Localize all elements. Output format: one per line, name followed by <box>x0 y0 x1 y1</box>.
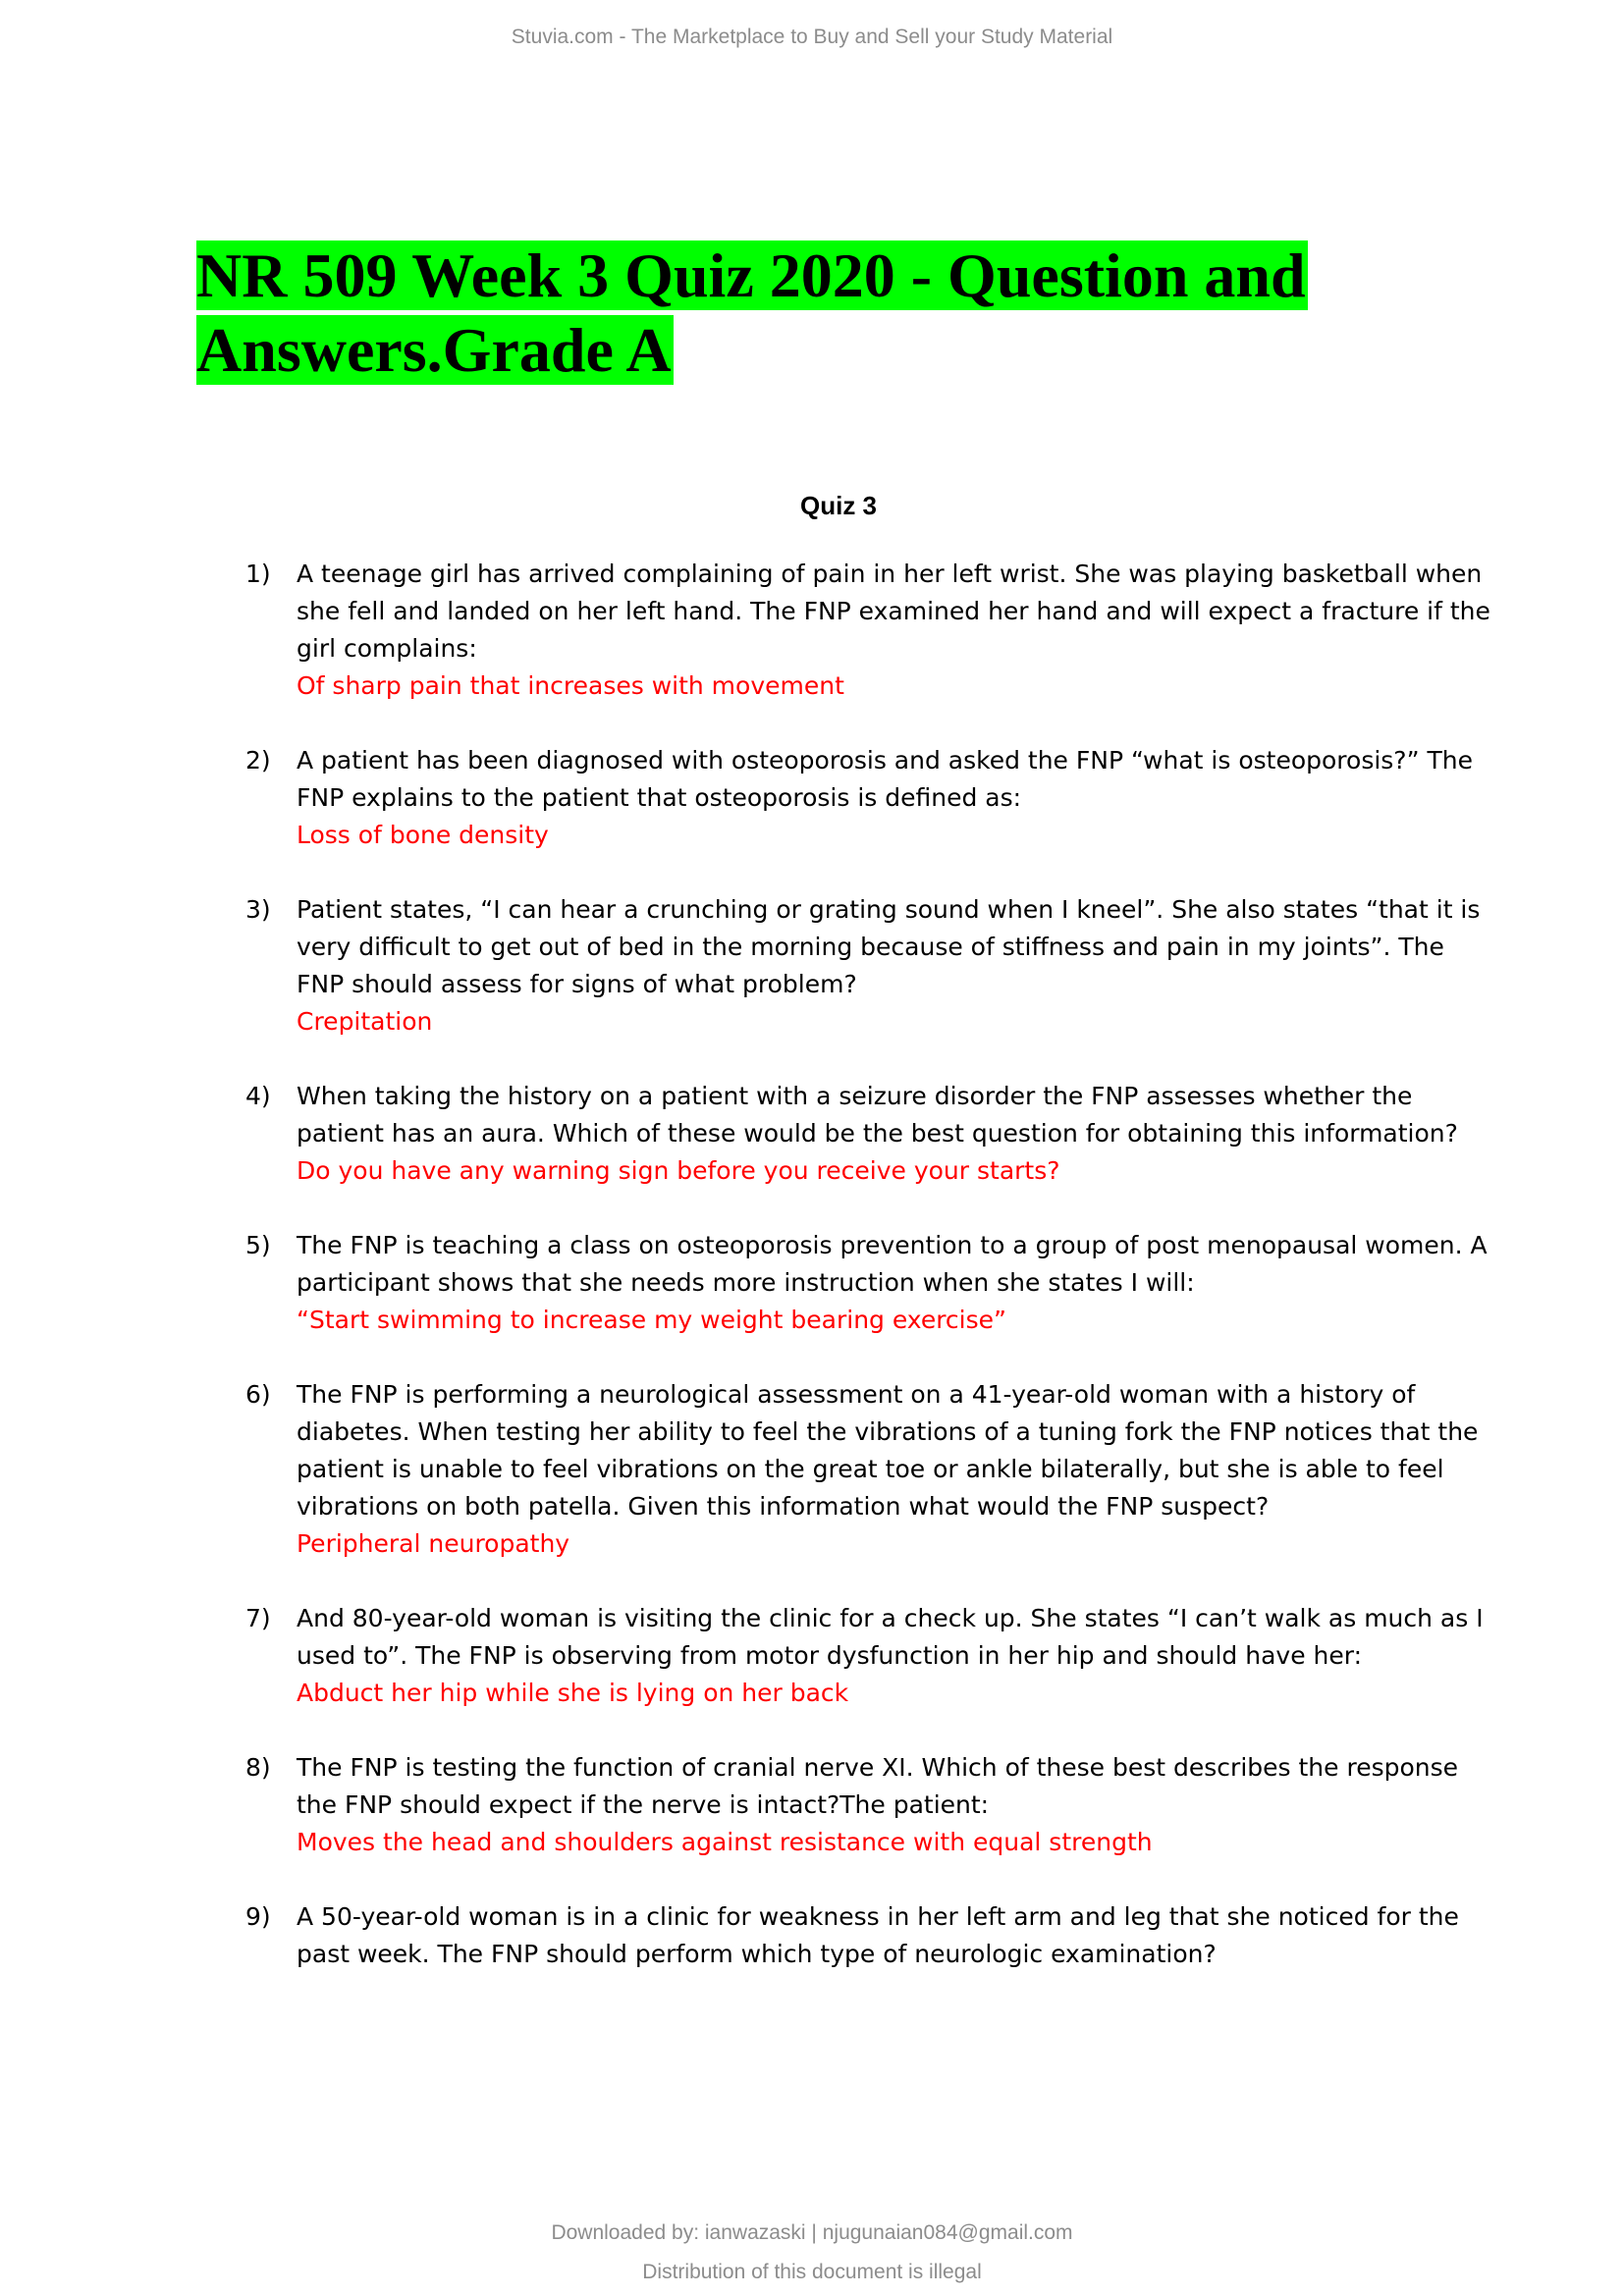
question-item <box>245 1078 1492 1190</box>
question-text: The FNP is testing the function of cranial nerve XI. Which of these best describes the response the FNP should expect if the nerve is intact?The patient: <box>297 1753 1459 1819</box>
question-item <box>245 556 1492 705</box>
question-list <box>245 556 1492 2010</box>
question-item <box>245 1376 1492 1563</box>
answer-text: “Start swimming to increase my weight bearing exercise” <box>297 1306 1006 1334</box>
title-line-1: NR 509 Week 3 Quiz 2020 - Question and <box>196 240 1306 310</box>
quiz-heading: Quiz 3 <box>799 491 877 520</box>
answer-text: Loss of bone density <box>297 821 549 849</box>
question-number: 1) <box>245 560 271 588</box>
question-item <box>245 891 1492 1041</box>
question-text: Patient states, “I can hear a crunching or grating sound when I kneel”. She also states “that it is very difficult to get out of bed in the morning because of stiffness and pain in my joints”. The FNP should assess for signs of what problem? <box>297 895 1481 998</box>
answer-text: Peripheral neuropathy <box>297 1529 570 1558</box>
title-line-2: Answers.Grade A <box>196 315 672 385</box>
answer-text: Of sharp pain that increases with movement <box>297 671 844 700</box>
question-number: 7) <box>245 1604 271 1632</box>
question-item <box>245 1600 1492 1712</box>
document-title <box>196 239 1473 388</box>
question-item <box>245 1898 1492 1973</box>
question-number: 6) <box>245 1380 271 1409</box>
question-item <box>245 1227 1492 1339</box>
question-item <box>245 742 1492 854</box>
question-text: The FNP is teaching a class on osteoporosis prevention to a group of post menopausal women. A participant shows that she needs more instruction when she states I will: <box>297 1231 1488 1297</box>
question-number: 5) <box>245 1231 271 1259</box>
question-number: 3) <box>245 895 271 924</box>
question-text: A 50-year-old woman is in a clinic for weakness in her left arm and leg that she noticed for the past week. The FNP should perform which type of neurologic examination? <box>297 1902 1459 1968</box>
question-text: And 80-year-old woman is visiting the clinic for a check up. She states “I can’t walk as much as I used to”. The FNP is observing from motor dysfunction in her hip and should have her: <box>297 1604 1484 1670</box>
site-banner: Stuvia.com - The Marketplace to Buy and Sell your Study Material <box>511 26 1113 48</box>
answer-text: Crepitation <box>297 1007 433 1036</box>
question-text: A teenage girl has arrived complaining of pain in her left wrist. She was playing basketball when she fell and landed on her left hand. The FNP examined her hand and will expect a fracture if the girl complains: <box>297 560 1490 663</box>
question-text: When taking the history on a patient with a seizure disorder the FNP assesses whether the patient has an aura. Which of these would be the best question for obtaining this information? <box>297 1082 1458 1148</box>
question-number: 4) <box>245 1082 271 1110</box>
answer-text: Do you have any warning sign before you receive your starts? <box>297 1156 1060 1185</box>
question-item <box>245 1749 1492 1861</box>
answer-text: Moves the head and shoulders against resistance with equal strength <box>297 1828 1153 1856</box>
question-text: A patient has been diagnosed with osteoporosis and asked the FNP “what is osteoporosis?” The FNP explains to the patient that osteoporosis is defined as: <box>297 746 1473 812</box>
question-number: 2) <box>245 746 271 774</box>
question-text: The FNP is performing a neurological assessment on a 41-year-old woman with a history of diabetes. When testing her ability to feel the vibrations of a tuning fork the FNP notices that the patient is unable to feel vibrations on the great toe or ankle bilaterally, but she is able to feel vibrations on both patella. Given this information what would the FNP suspect? <box>297 1380 1479 1521</box>
footer-downloaded-by: Downloaded by: ianwazaski | njugunaian084@gmail.com <box>551 2221 1073 2244</box>
answer-text: Abduct her hip while she is lying on her back <box>297 1679 849 1707</box>
question-number: 9) <box>245 1902 271 1931</box>
footer-distribution-notice: Distribution of this document is illegal <box>642 2261 982 2283</box>
question-number: 8) <box>245 1753 271 1782</box>
